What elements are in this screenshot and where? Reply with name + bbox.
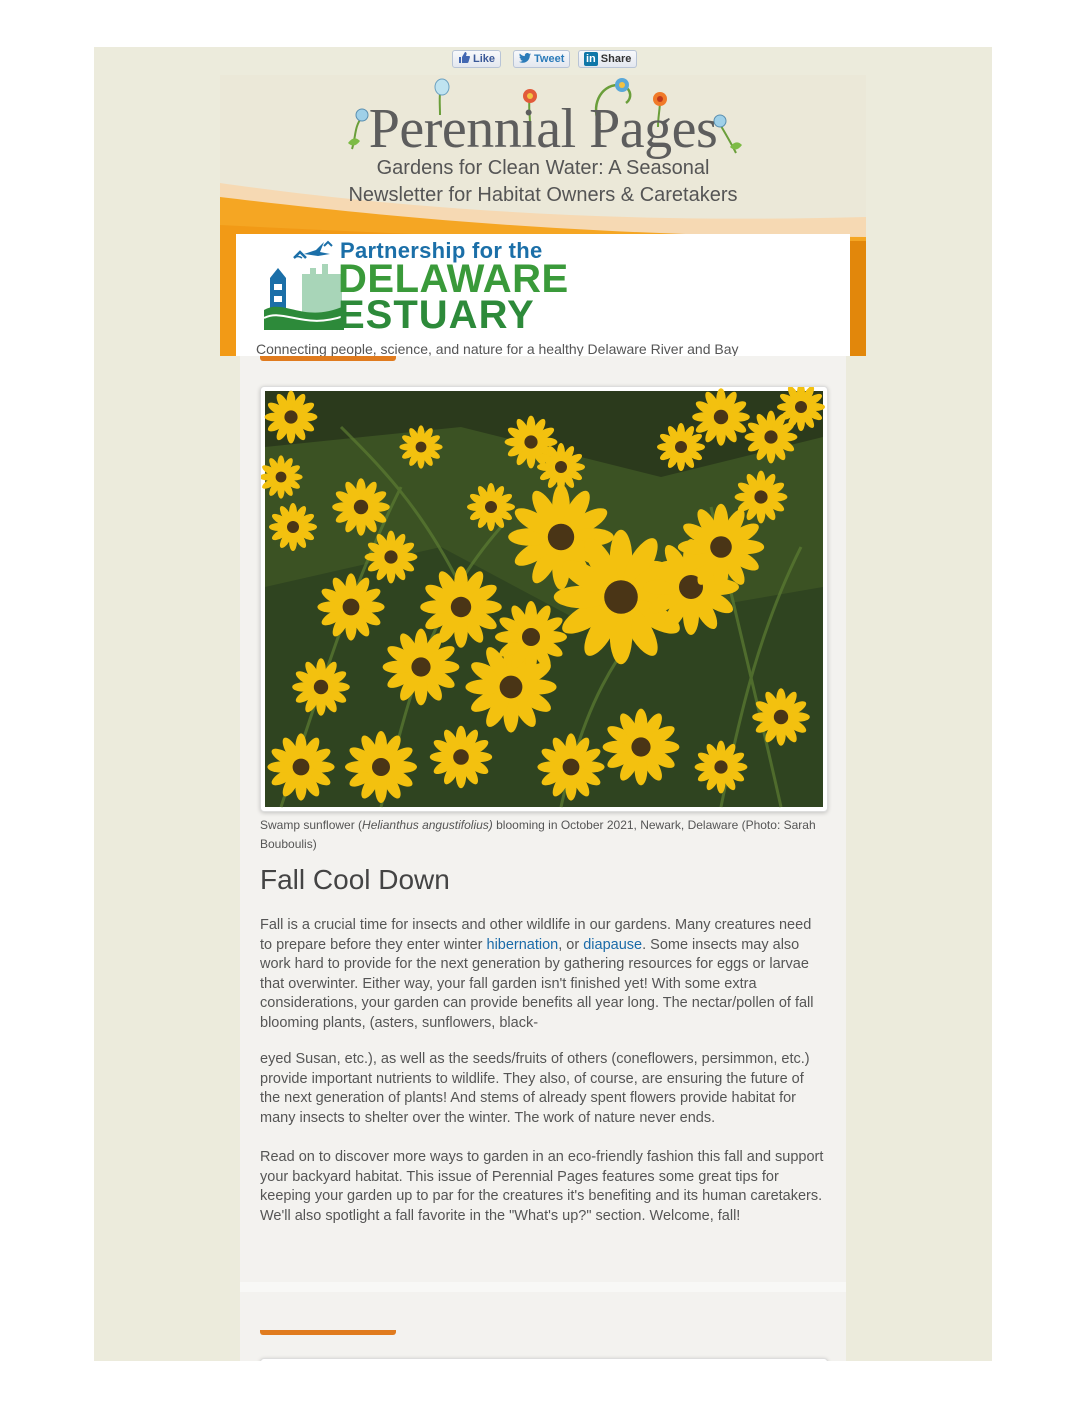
subtitle-line-1: Gardens for Clean Water: A Seasonal (376, 157, 710, 179)
partnership-logo-banner[interactable] (236, 234, 850, 356)
logo-line-1: Partnership for the (340, 238, 543, 263)
article-paragraph-3: Read on to discover more ways to garden in an eco-friendly fashion this fall and support your backyard habitat. This issue of Perennial Pages features some great tips for keeping your garden up to par for the creatures it's benefiting and its human caretakers. We'll also spotlight a fall favorite in the "What's up?" section. Welcome, fall! (260, 1149, 824, 1224)
newsletter-page (94, 47, 992, 1361)
second-photo (260, 1358, 828, 1361)
facebook-like-button[interactable] (452, 50, 501, 68)
photo-caption (260, 816, 820, 854)
caption-species: Helianthus angustifolius) (362, 818, 493, 832)
social-share-bar (94, 50, 992, 72)
section-accent-bar (260, 356, 396, 361)
tweet-label: Tweet (534, 53, 565, 65)
caption-prefix: Swamp sunflower ( (260, 818, 363, 832)
logo-line-2: DELAWARE (338, 257, 569, 301)
section-accent-bar-2 (260, 1330, 396, 1335)
paragraph-1-text-a: Fall is a crucial time for insects and other wildlife in our gardens. Many creatures need to prepare before they enter winter (260, 917, 812, 953)
hibernation-link[interactable]: hibernation (486, 936, 559, 953)
bird-icon (294, 240, 334, 262)
article-content (240, 356, 846, 1361)
newsletter-title: Perennial Pages (368, 98, 718, 160)
twitter-bird-icon (519, 53, 531, 66)
tweet-button[interactable] (513, 50, 570, 68)
logo-line-3: ESTUARY (338, 293, 535, 337)
paragraph-1-text-c: . Some insects may also work hard to provide for the next generation by gathering resources for eggs or larvae that overwinter. Either way, your fall garden isn't finished yet! With some extra considerations, your garden can provide benefits all year long. The nectar/pollen of fall blooming plants, (asters, sunflowers, black- (260, 936, 814, 1031)
diapause-link[interactable]: diapause (583, 936, 643, 953)
section-divider (240, 1282, 846, 1292)
linkedin-icon: in (586, 53, 596, 65)
newsletter-subtitle (220, 155, 866, 209)
subtitle-line-2: Newsletter for Habitat Owners & Caretakers (348, 184, 738, 206)
article-paragraph-2: eyed Susan, etc.), as well as the seeds/fruits of others (coneflowers, persimmon, etc.) provide important nutrients to wildlife. They also, of course, are ensuring the future of the next generation of plants! And stems of already spent flowers provide habitat for many insects to shelter over the winter. The work of nature never ends. (260, 1051, 810, 1126)
thumbs-up-icon (458, 52, 470, 66)
sunflower-photo (260, 386, 828, 812)
article-paragraph-1 (260, 916, 826, 1034)
linkedin-share-button[interactable] (578, 50, 637, 68)
share-label: Share (600, 53, 632, 65)
caption-suffix: blooming in October 2021, Newark, Delaware (Photo: Sarah Bouboulis) (260, 818, 816, 851)
newsletter-header (220, 75, 866, 356)
garden-brick-wall-image (261, 1359, 827, 1361)
logo-tagline: Connecting people, science, and nature for a healthy Delaware River and Bay (256, 341, 739, 356)
like-label: Like (473, 53, 496, 65)
swamp-sunflower-image (261, 387, 827, 811)
article-heading: Fall Cool Down (260, 864, 450, 895)
paragraph-1-text-b: , or (558, 936, 584, 953)
